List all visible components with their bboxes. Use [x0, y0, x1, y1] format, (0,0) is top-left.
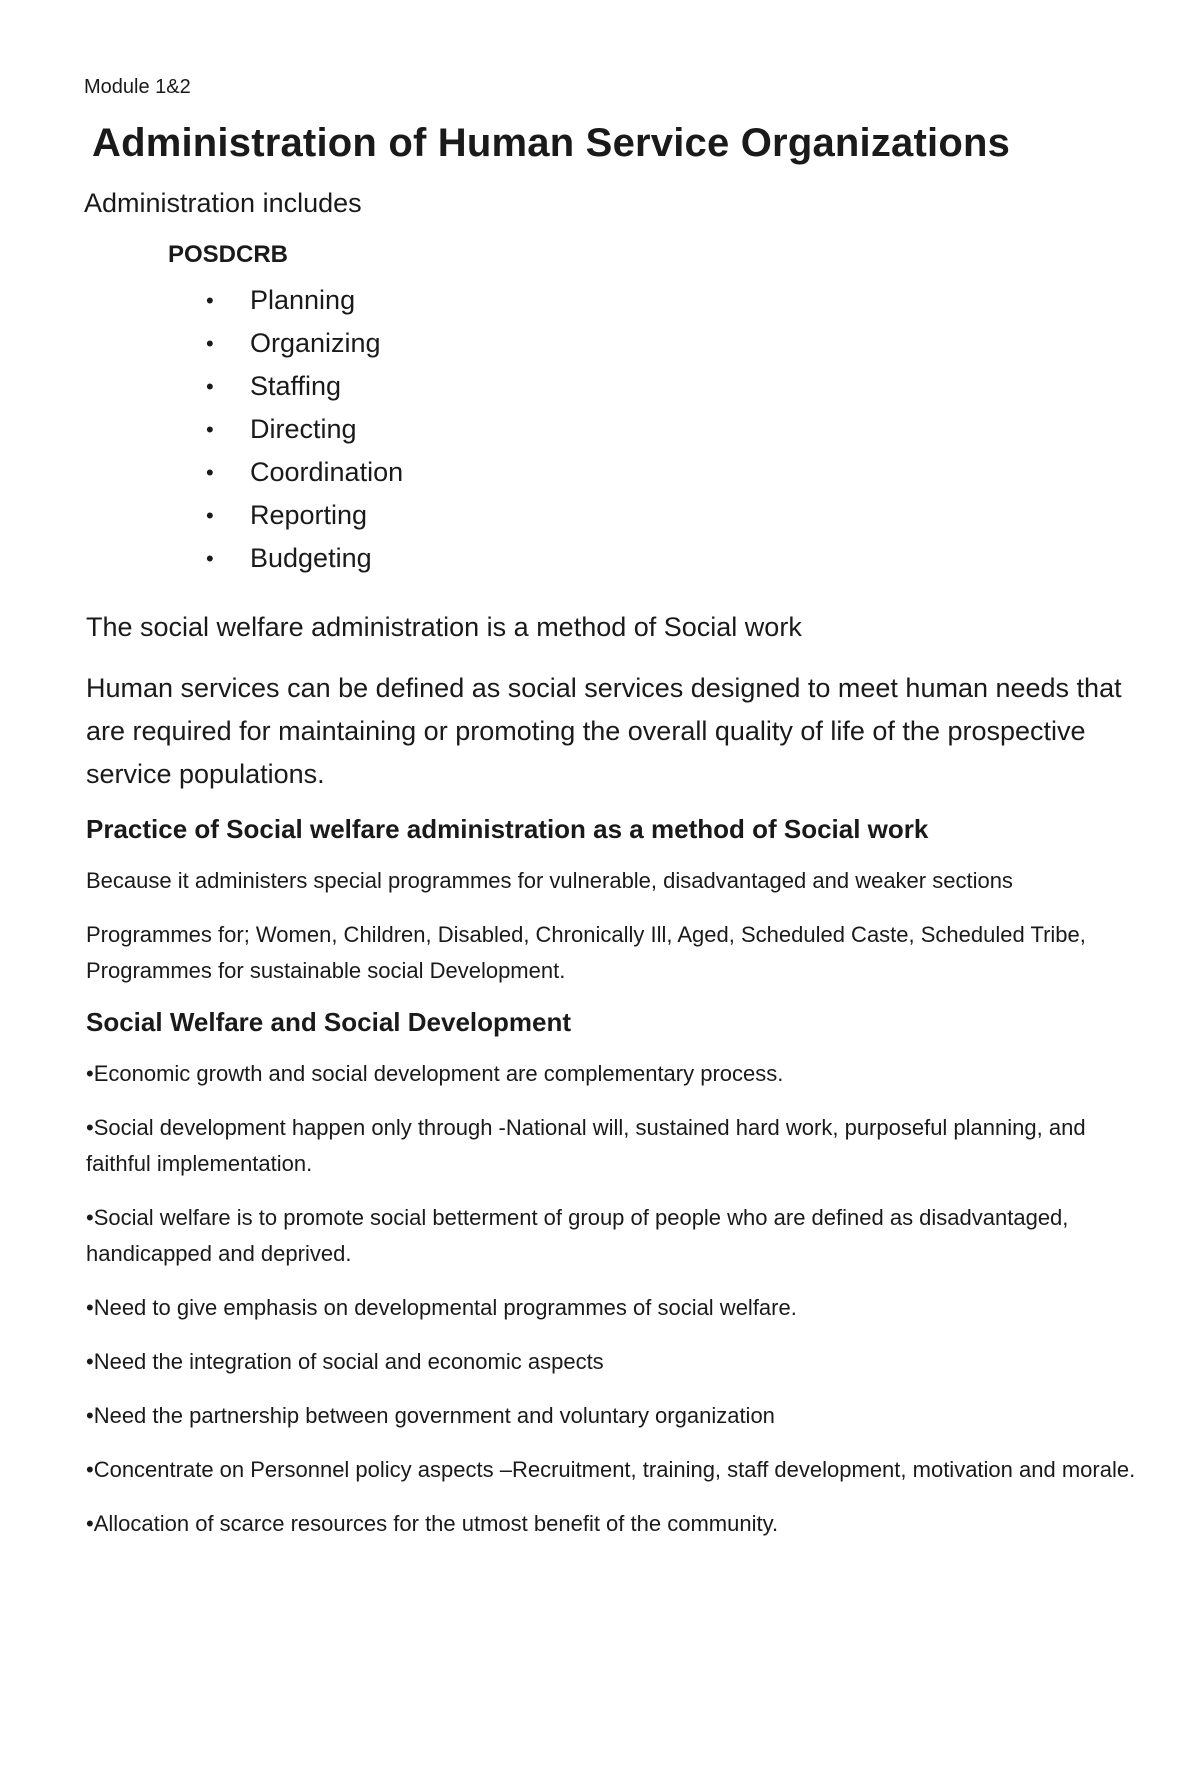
- list-item-label: Coordination: [250, 457, 404, 487]
- bullet-icon: •: [206, 503, 214, 528]
- practice-section-heading: Practice of Social welfare administration as a method of Social work: [86, 814, 929, 844]
- bullet-icon: •: [206, 417, 214, 442]
- practice-paragraph: Programmes for; Women, Children, Disabled, Chronically Ill, Aged, Scheduled Caste, Scheduled Tribe, Programmes for sustainable social Development.: [86, 922, 1086, 983]
- list-item-label: Budgeting: [250, 543, 372, 573]
- list-item: [206, 494, 1144, 537]
- practice-paragraph: Because it administers special programmes for vulnerable, disadvantaged and weaker sections: [86, 868, 1013, 893]
- document-title: Administration of Human Service Organizations: [92, 121, 1011, 165]
- list-item: [206, 451, 1144, 494]
- development-point: •Need to give emphasis on developmental programmes of social welfare.: [86, 1295, 797, 1320]
- list-item: [206, 279, 1144, 322]
- development-section-heading: Social Welfare and Social Development: [86, 1007, 572, 1037]
- human-services-definition: Human services can be defined as social services designed to meet human needs that are required for maintaining or promoting the overall quality of life of the prospective service populations.: [86, 673, 1122, 789]
- development-point: •Social welfare is to promote social betterment of group of people who are defined as disadvantaged, handicapped and deprived.: [86, 1205, 1069, 1266]
- module-label: Module 1&2: [84, 76, 191, 98]
- list-item: [206, 408, 1144, 451]
- list-item: [206, 322, 1144, 365]
- development-point: •Social development happen only through -National will, sustained hard work, purposeful planning, and faithful implementation.: [86, 1115, 1086, 1176]
- list-item: [206, 537, 1144, 580]
- bullet-icon: •: [206, 546, 214, 571]
- development-point: •Economic growth and social development are complementary process.: [86, 1061, 784, 1086]
- development-point: •Allocation of scarce resources for the utmost benefit of the community.: [86, 1511, 779, 1536]
- document-page: [84, 76, 1144, 1560]
- list-item-label: Planning: [250, 285, 356, 315]
- list-item-label: Reporting: [250, 500, 368, 530]
- acronym-heading: POSDCRB: [168, 241, 289, 268]
- list-item: [206, 365, 1144, 408]
- development-point: •Need the integration of social and economic aspects: [86, 1349, 604, 1374]
- intro-text: Administration includes: [84, 188, 362, 218]
- bullet-icon: •: [206, 288, 214, 313]
- posdcrb-list: [84, 279, 1144, 580]
- method-statement: The social welfare administration is a method of Social work: [86, 612, 802, 642]
- bullet-icon: •: [206, 331, 214, 356]
- list-item-label: Staffing: [250, 371, 342, 401]
- bullet-icon: •: [206, 374, 214, 399]
- list-item-label: Directing: [250, 414, 357, 444]
- development-point: •Concentrate on Personnel policy aspects –Recruitment, training, staff development, motivation and morale.: [86, 1457, 1136, 1482]
- list-item-label: Organizing: [250, 328, 381, 358]
- bullet-icon: •: [206, 460, 214, 485]
- development-point: •Need the partnership between government and voluntary organization: [86, 1403, 775, 1428]
